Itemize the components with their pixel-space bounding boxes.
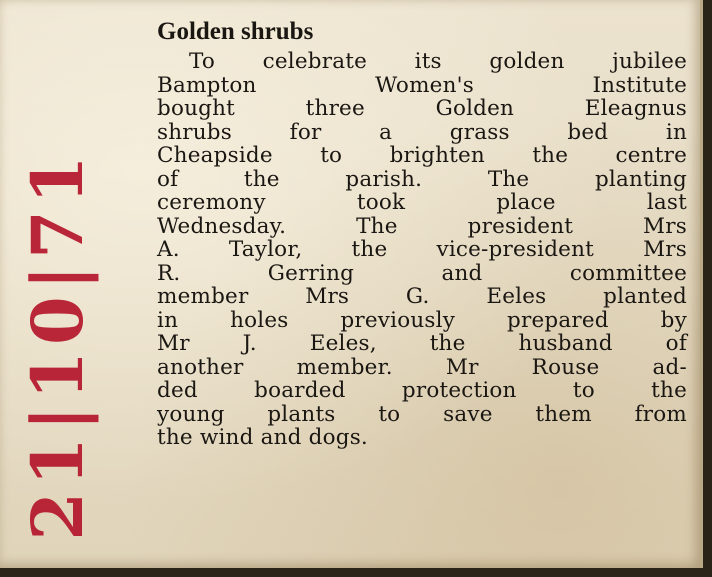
article-line: the wind and dogs. — [157, 425, 368, 450]
handwritten-date-annotation — [18, 140, 98, 550]
article-line: R. Gerring and committee — [157, 260, 687, 286]
article-body — [157, 50, 687, 450]
article-line: of the parish. The planting — [157, 166, 687, 192]
article-line: Wednesday. The president Mrs — [157, 213, 687, 239]
article — [157, 14, 687, 450]
article-line: ceremony took place last — [157, 190, 687, 215]
article-line: shrubs for a grass bed in — [157, 119, 687, 145]
article-line: bought three Golden Eleagnus — [157, 96, 687, 121]
article-line: ded boarded protection to the — [157, 378, 687, 403]
handwritten-date: 21|10|71 — [16, 149, 99, 541]
article-line: A. Taylor, the vice-president Mrs — [157, 237, 687, 262]
article-line: member Mrs G. Eeles planted — [157, 284, 687, 309]
article-line: young plants to save them from — [157, 401, 687, 427]
article-line: another member. Mr Rouse ad- — [157, 354, 687, 380]
article-line: To celebrate its golden jubilee — [189, 49, 687, 74]
article-headline: Golden shrubs — [157, 18, 314, 45]
article-line: Cheapside to brighten the centre — [157, 143, 687, 168]
article-line: in holes previously prepared by — [157, 307, 687, 333]
article-line: Mr J. Eeles, the husband of — [157, 331, 687, 356]
article-line: Bampton Women's Institute — [157, 72, 687, 98]
